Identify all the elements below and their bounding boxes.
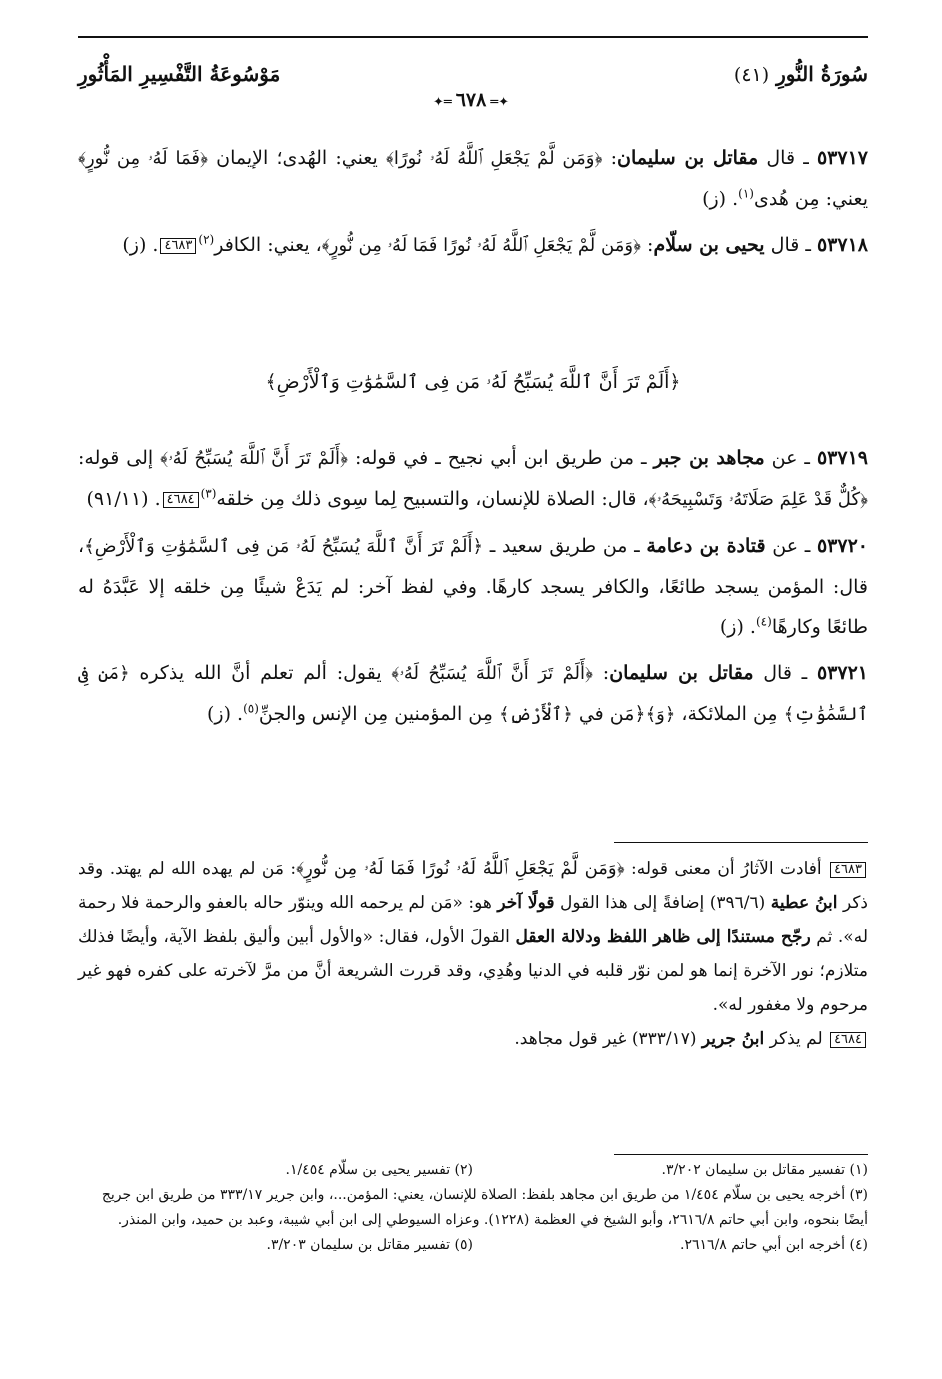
footnote-marker[interactable]: (٤)	[755, 614, 772, 629]
surah-title	[734, 62, 868, 86]
text: ـ عن	[765, 535, 817, 557]
footnote-5: (٥) تفسير مقاتل بن سليمان ٣/٢٠٣.	[266, 1237, 473, 1253]
notes-separator	[614, 842, 868, 843]
narrator-name: مجاهد بن جبر	[653, 447, 765, 469]
text: مِن المؤمنين مِن الإنس والجنِّ	[258, 703, 499, 725]
page-number	[371, 88, 571, 115]
header-rule	[78, 36, 868, 38]
footnote-marker[interactable]: (١)	[738, 186, 754, 201]
text: يعني: الهُدى؛ الإيمان	[207, 147, 386, 169]
bold-phrase: قولًا آخر	[497, 893, 555, 913]
footnote-4: (٤) أخرجه ابن أبي حاتم ٢٦١٦/٨.	[680, 1237, 868, 1253]
narrator-name: مقاتل بن سليمان	[617, 147, 759, 169]
commentary-ref-box: ٤٦٨٣	[830, 862, 866, 878]
quran-quote: ﴿وَمَن لَّمْ يَجْعَلِ ٱللَّهُ لَهُۥ نُورًا﴾	[385, 148, 603, 169]
scholar-name: ابنُ جرير	[701, 1029, 765, 1049]
narrator-name: قتادة بن دعامة	[646, 535, 766, 557]
footnote-1: (١) تفسير مقاتل بن سليمان ٣/٢٠٢.	[661, 1162, 868, 1178]
text: ، يعني: الكافر	[214, 234, 322, 256]
quran-quote: ﴿أَلَمْ تَرَ أَنَّ ٱللَّهَ يُسَبِّحُ لَهُۥ مَن فِى ٱلسَّمَٰوَٰتِ وَٱلْأَرْضِ﴾	[84, 536, 484, 557]
footnote-marker[interactable]: (٢)	[198, 232, 215, 247]
text: ، قال: الصلاة للإنسان، والتسبيح لِما سِوى ذلك مِن خلقه	[216, 488, 649, 510]
text: هو: «مَن لم يرحمه الله وينوّر حاله بالعفو والرحمة فلا رحمة له». ثم	[78, 893, 869, 947]
text: يقول: ألم تعلم أنَّ الله يذكره	[129, 662, 392, 684]
text: . (ز)	[206, 703, 244, 725]
commentary-notes	[78, 852, 868, 1056]
text: :	[641, 234, 654, 256]
text: (٣٩٦/٦) إضافةً إلى هذا القول	[554, 893, 771, 913]
text: ـ قال	[753, 662, 817, 684]
entry-53717	[78, 138, 868, 219]
ornament-icon: ═✦	[490, 95, 510, 110]
narrator-name: مقاتل بن سليمان	[609, 662, 754, 684]
text: :	[593, 662, 610, 684]
surah-number: (٤١)	[733, 64, 770, 86]
entry-number: ٥٣٧١٨	[816, 234, 868, 256]
quran-quote: ﴿فَمَا لَهُۥ مِن نُّورٍ﴾	[78, 148, 208, 169]
quran-quote: ﴿مَن فِى ٱلسَّمَٰوَٰتِ﴾	[78, 663, 868, 725]
quran-quote: ﴿ٱلْأَرْضِ﴾	[498, 704, 573, 725]
text: : مَن لم يهده الله لم يهتد. وقد ذكر	[78, 859, 868, 913]
note-4684	[78, 1022, 868, 1056]
quran-quote: ﴿أَلَمْ تَرَ أَنَّ ٱللَّهَ يُسَبِّحُ لَهُۥ﴾	[160, 448, 349, 469]
text: ، قال: المؤمن يسجد طائعًا، والكافر يسجد كارهًا. وفي لفظ آخر: لم يَدَعْ شيئًا مِن خلقه إلا عَبَّدَهُ له طائعًا وكارهًا	[78, 535, 868, 638]
commentary-ref-box[interactable]: ٤٦٨٤	[163, 492, 199, 508]
footnote-row	[78, 1233, 868, 1258]
text: (٣٣٣/١٧) غير قول مجاهد.	[514, 1029, 702, 1049]
scholar-name: ابنُ عطية	[770, 893, 838, 913]
footnotes	[78, 1158, 868, 1258]
ornament-icon: ✦═	[432, 95, 452, 110]
text: :	[602, 147, 618, 169]
text: يعني: مِن هُدى	[753, 188, 868, 210]
quran-quote: ﴿وَمَن لَّمْ يَجْعَلِ ٱللَّهُ لَهُۥ نُورًا فَمَا لَهُۥ مِن نُّورٍ﴾	[296, 858, 625, 879]
text: لم يذكر	[764, 1029, 829, 1049]
verse-heading: ﴿أَلَمْ تَرَ أَنَّ ٱللَّهَ يُسَبِّحُ لَهُۥ مَن فِى ٱلسَّمَٰوَٰتِ وَٱلْأَرْضِ﴾	[265, 371, 681, 393]
text: ﴿مَن في	[572, 703, 646, 725]
entry-53720	[78, 526, 868, 647]
text: . (ز)	[122, 234, 159, 256]
note-4683	[78, 852, 868, 1022]
entry-53719	[78, 438, 868, 520]
entry-number: ٥٣٧١٩	[816, 447, 868, 469]
text: . (ز)	[702, 188, 739, 210]
commentary-ref-box[interactable]: ٤٦٨٣	[160, 238, 196, 254]
commentary-ref-box: ٤٦٨٤	[830, 1032, 866, 1048]
page-number-value: ٦٧٨	[455, 89, 487, 111]
text: مِن الملائكة،	[675, 703, 784, 725]
text: إلى قوله:	[78, 447, 161, 469]
footnote-marker[interactable]: (٥)	[243, 701, 259, 716]
text: ـ من طريق سعيد ـ	[483, 535, 647, 557]
text: أفادت الآثارُ أن معنى قوله:	[624, 859, 829, 879]
surah-name: سُورَةُ النُّورِ	[776, 62, 868, 86]
text: . (٩١/١١)	[86, 488, 161, 510]
entries-bottom	[78, 438, 868, 741]
text: ـ عن	[764, 447, 817, 469]
quran-quote: ﴿وَ﴾	[645, 704, 676, 725]
narrator-name: يحيى بن سلّام	[653, 234, 765, 256]
footnote-3: (٣) أخرجه يحيى بن سلّام ١/٤٥٤ من طريق ابن مجاهد بلفظ: الصلاة للإنسان، يعني: المؤمن...، وابن جرير ٣٣٣/١٧ من طريق ابن جريج أيضًا بنحوه، وابن أبي حاتم ٢٦١٦/٨، وأبو الشيخ في العظمة (١٢٢٨). وعزاه السيوطي إلى ابن أبي شيبة، وعبد بن حميد، وابن المنذر.	[101, 1187, 868, 1228]
footnote-row	[78, 1158, 868, 1183]
text: القولَ الأول، فقال: «والأول أبين وأليق بلفظ الآية، وأيضًا فذلك متلازم؛ نور الآخرة إنما هو لمن نوّر قلبه في الدنيا وهُدِي، وقد قررت الشريعة أنَّ من مرَّ لآخرته على كفره فهو غير مرحوم ولا مغفور له».	[78, 927, 868, 1015]
quran-quote: ﴿أَلَمْ تَرَ أَنَّ ٱللَّهَ يُسَبِّحُ لَهُۥ﴾	[391, 663, 594, 684]
footnote-marker[interactable]: (٣)	[200, 486, 217, 501]
footnote-2: (٢) تفسير يحيى بن سلّام ١/٤٥٤.	[285, 1162, 473, 1178]
footnotes-separator	[614, 1154, 868, 1155]
entries-top	[78, 138, 868, 272]
entry-53721	[78, 653, 868, 735]
bold-phrase: رجّح مستندًا إلى ظاهر اللفظ ودلالة العقل	[515, 927, 811, 947]
quran-quote: ﴿كُلٌّ قَدْ عَلِمَ صَلَاتَهُۥ وَتَسْبِيحَهُۥ﴾	[648, 489, 868, 510]
text: ـ من طريق ابن أبي نجيح ـ في قوله:	[348, 447, 654, 469]
text: . (ز)	[719, 616, 756, 638]
text: ـ قال	[764, 234, 817, 256]
entry-number: ٥٣٧٢١	[816, 662, 868, 684]
text: ـ قال	[758, 147, 817, 169]
entry-number: ٥٣٧١٧	[816, 147, 868, 169]
entry-53718	[78, 225, 868, 266]
book-title: مَوْسُوعَةُ التَّفْسِيرِ المَأْثُورِ	[78, 62, 281, 86]
quran-quote: ﴿وَمَن لَّمْ يَجْعَلِ ٱللَّهُ لَهُۥ نُورًا فَمَا لَهُۥ مِن نُّورٍ﴾	[321, 235, 642, 256]
entry-number: ٥٣٧٢٠	[816, 535, 868, 557]
